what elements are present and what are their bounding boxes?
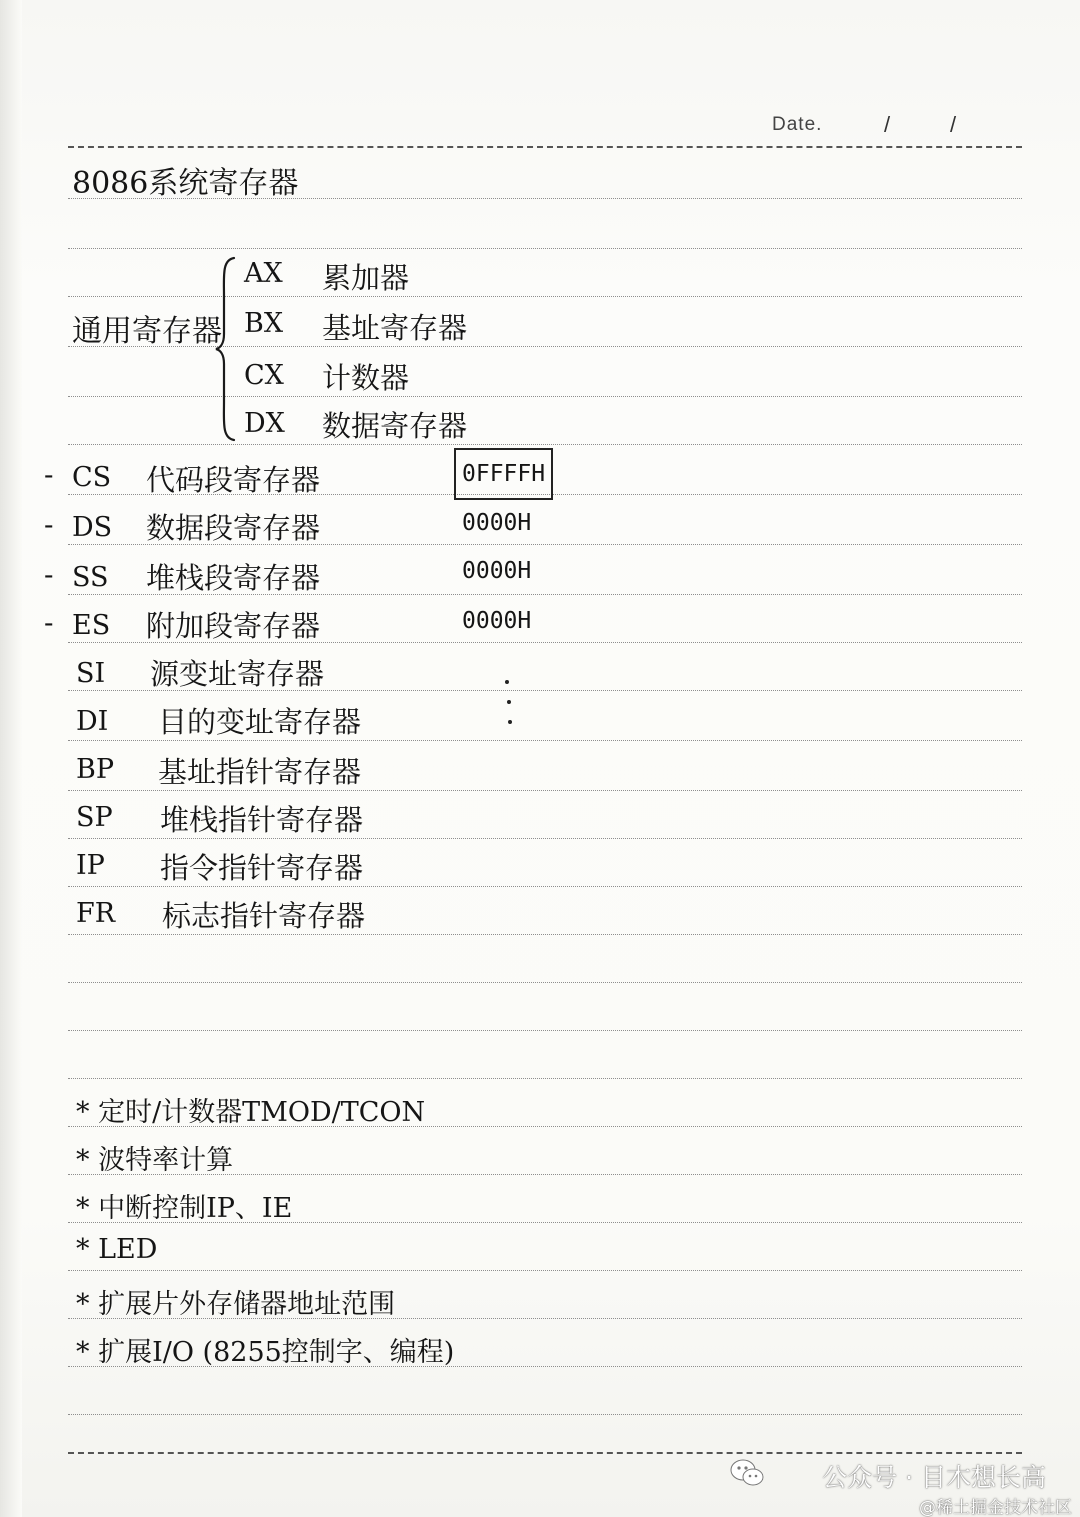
watermark-account: 公众号 · 目木想长高 bbox=[822, 1463, 1046, 1492]
register-desc-ip: 指令指针寄存器 bbox=[160, 851, 364, 885]
ruled-line bbox=[68, 296, 1022, 297]
register-desc-bp: 基址指针寄存器 bbox=[158, 755, 362, 789]
register-desc-ds: 数据段寄存器 bbox=[146, 511, 321, 545]
register-name-bx: BX bbox=[244, 308, 284, 339]
register-name-bp: BP bbox=[76, 754, 115, 785]
header-rule bbox=[68, 146, 1022, 148]
register-value-es: 0000H bbox=[462, 608, 532, 634]
register-desc-fr: 标志指针寄存器 bbox=[162, 899, 366, 933]
ruled-line bbox=[68, 1078, 1022, 1079]
wechat-icon bbox=[730, 1458, 764, 1488]
bullet-dash: - bbox=[44, 606, 54, 639]
bullet-dash: - bbox=[44, 558, 54, 591]
date-slash-1: / bbox=[884, 112, 891, 137]
register-value-cs: 0FFFFH bbox=[454, 448, 553, 500]
register-value-ds: 0000H bbox=[462, 510, 532, 536]
register-name-es: ES bbox=[72, 610, 111, 641]
register-desc-bx: 基址寄存器 bbox=[322, 311, 468, 345]
register-desc-dx: 数据寄存器 bbox=[322, 409, 468, 443]
ellipsis-dot bbox=[508, 720, 512, 724]
ruled-line bbox=[68, 444, 1022, 445]
register-name-ip: IP bbox=[76, 850, 105, 881]
register-name-ax: AX bbox=[244, 258, 283, 289]
register-name-dx: DX bbox=[244, 408, 285, 439]
bullet-dash: - bbox=[44, 508, 54, 541]
note-item: * 扩展片外存储器地址范围 bbox=[76, 1289, 396, 1320]
register-name-ss: SS bbox=[72, 562, 109, 593]
register-desc-di: 目的变址寄存器 bbox=[158, 705, 362, 739]
ellipsis-dot bbox=[507, 700, 511, 704]
register-name-ds: DS bbox=[72, 512, 113, 543]
register-desc-sp: 堆栈指针寄存器 bbox=[160, 803, 364, 837]
register-desc-si: 源变址寄存器 bbox=[150, 657, 325, 691]
ruled-line bbox=[68, 1270, 1022, 1271]
ruled-line bbox=[68, 396, 1022, 397]
register-desc-es: 附加段寄存器 bbox=[146, 609, 321, 643]
register-name-cx: CX bbox=[244, 360, 284, 391]
page-binding-shadow bbox=[0, 0, 22, 1517]
page-title: 8086系统寄存器 bbox=[72, 166, 299, 201]
register-name-si: SI bbox=[76, 658, 106, 689]
date-label: Date. bbox=[772, 114, 823, 135]
note-item: * 定时/计数器TMOD/TCON bbox=[76, 1097, 426, 1128]
note-item: * LED bbox=[76, 1234, 158, 1265]
footer-rule bbox=[68, 1452, 1022, 1454]
bullet-dash: - bbox=[44, 458, 54, 491]
note-item: * 波特率计算 bbox=[76, 1145, 234, 1176]
register-desc-cx: 计数器 bbox=[322, 361, 410, 395]
note-item: * 中断控制IP、IE bbox=[76, 1193, 293, 1224]
ruled-line bbox=[68, 1414, 1022, 1415]
note-item: * 扩展I/O (8255控制字、编程) bbox=[76, 1337, 455, 1368]
register-name-di: DI bbox=[76, 706, 109, 737]
general-registers-label: 通用寄存器 bbox=[72, 314, 222, 349]
ruled-line bbox=[68, 248, 1022, 249]
date-slash-2: / bbox=[950, 112, 957, 137]
register-value-ss: 0000H bbox=[462, 558, 532, 584]
register-name-sp: SP bbox=[76, 802, 113, 833]
ruled-line bbox=[68, 982, 1022, 983]
watermark-source: @稀土掘金技术社区 bbox=[919, 1498, 1072, 1517]
register-name-cs: CS bbox=[72, 462, 112, 493]
ruled-line bbox=[68, 1030, 1022, 1031]
register-desc-ax: 累加器 bbox=[322, 261, 410, 295]
register-desc-ss: 堆栈段寄存器 bbox=[146, 561, 321, 595]
register-desc-cs: 代码段寄存器 bbox=[146, 463, 321, 497]
ellipsis-dot bbox=[505, 680, 509, 684]
curly-brace-icon bbox=[214, 256, 238, 442]
register-name-fr: FR bbox=[76, 898, 116, 929]
